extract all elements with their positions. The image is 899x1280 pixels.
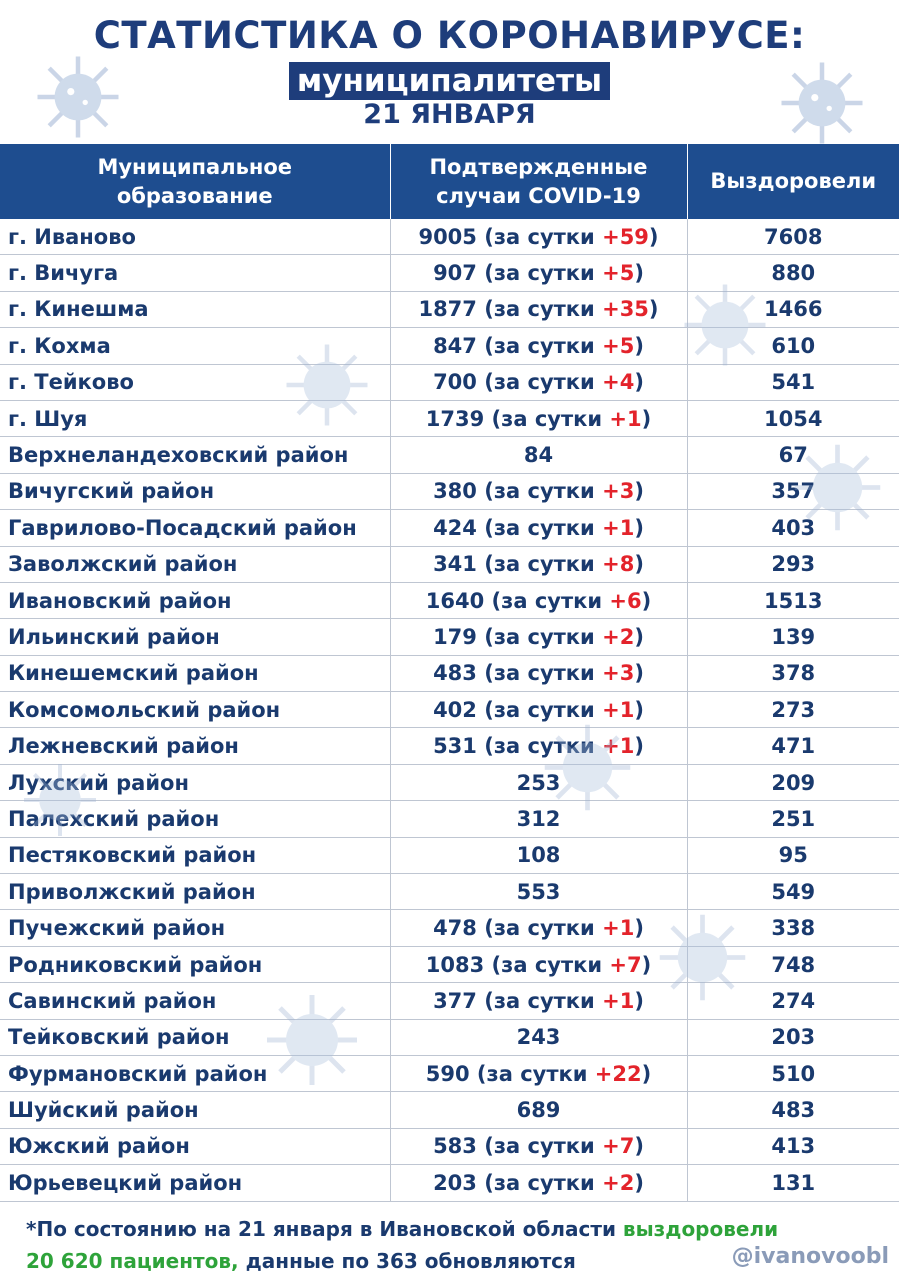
- recovered-count: 413: [687, 1128, 899, 1164]
- recovered-count: 880: [687, 255, 899, 291]
- social-handle: @ivanovoobl: [731, 1244, 889, 1269]
- confirmed-cases: 689: [390, 1092, 687, 1128]
- recovered-count: 251: [687, 801, 899, 837]
- confirmed-cases: 377 (за сутки +1): [390, 983, 687, 1019]
- recovered-count: 1054: [687, 400, 899, 436]
- daily-increase: +6: [609, 588, 642, 613]
- table-row: [0, 1165, 899, 1201]
- municipality-name: Ильинский район: [0, 619, 390, 655]
- recovered-count: 483: [687, 1092, 899, 1128]
- table-row: [0, 582, 899, 618]
- confirmed-cases: 108: [390, 837, 687, 873]
- municipality-name: Тейковский район: [0, 1019, 390, 1055]
- recovered-count: 273: [687, 692, 899, 728]
- municipality-name: Лухский район: [0, 764, 390, 800]
- table-row: [0, 546, 899, 582]
- recovered-count: 748: [687, 946, 899, 982]
- municipality-name: г. Кинешма: [0, 291, 390, 327]
- daily-increase: +59: [602, 224, 649, 249]
- daily-increase: +8: [602, 552, 635, 577]
- municipality-name: г. Кохма: [0, 328, 390, 364]
- page-date: 21 ЯНВАРЯ: [363, 99, 536, 130]
- municipality-name: Родниковский район: [0, 946, 390, 982]
- recovered-count: 1466: [687, 291, 899, 327]
- daily-increase: +5: [602, 333, 635, 358]
- table-row: [0, 437, 899, 473]
- footer-note: *По состоянию на 21 января в Ивановской области выздоровели 20 620 пациентов, данные по 363 обновляются: [26, 1217, 779, 1273]
- recovered-count: 541: [687, 364, 899, 400]
- confirmed-cases: 553: [390, 874, 687, 910]
- table-row: [0, 510, 899, 546]
- municipality-name: Пестяковский район: [0, 837, 390, 873]
- table-row: [0, 910, 899, 946]
- municipality-name: Савинский район: [0, 983, 390, 1019]
- recovered-count: 510: [687, 1055, 899, 1091]
- confirmed-cases: 1739 (за сутки +1): [390, 400, 687, 436]
- daily-increase: +1: [602, 515, 635, 540]
- confirmed-cases: 380 (за сутки +3): [390, 473, 687, 509]
- confirmed-cases: 9005 (за сутки +59): [390, 219, 687, 255]
- daily-increase: +22: [594, 1061, 642, 1086]
- column-header-recovered: Выздоровели: [687, 144, 899, 219]
- table-row: [0, 692, 899, 728]
- municipality-name: Пучежский район: [0, 910, 390, 946]
- confirmed-cases: 179 (за сутки +2): [390, 619, 687, 655]
- recovered-count: 95: [687, 837, 899, 873]
- daily-increase: +1: [602, 988, 635, 1013]
- confirmed-cases: 1640 (за сутки +6): [390, 582, 687, 618]
- recovered-count: 131: [687, 1165, 899, 1201]
- daily-increase: +1: [602, 916, 635, 941]
- virus-icon: [655, 910, 750, 1005]
- municipality-name: Лежневский район: [0, 728, 390, 764]
- confirmed-cases: 402 (за сутки +1): [390, 692, 687, 728]
- municipality-name: Юрьевецкий район: [0, 1165, 390, 1201]
- confirmed-cases: 700 (за сутки +4): [390, 364, 687, 400]
- table-row: [0, 219, 899, 255]
- table-row: [0, 619, 899, 655]
- confirmed-cases: 84: [390, 437, 687, 473]
- confirmed-cases: 341 (за сутки +8): [390, 546, 687, 582]
- table-row: [0, 400, 899, 436]
- municipality-name: Комсомольский район: [0, 692, 390, 728]
- table-row: [0, 764, 899, 800]
- confirmed-cases: 243: [390, 1019, 687, 1055]
- confirmed-cases: 1083 (за сутки +7): [390, 946, 687, 982]
- daily-increase: +7: [609, 952, 642, 977]
- municipality-name: г. Иваново: [0, 219, 390, 255]
- daily-increase: +7: [602, 1134, 635, 1159]
- table-row: [0, 946, 899, 982]
- confirmed-cases: 531 (за сутки +1): [390, 728, 687, 764]
- municipality-name: г. Тейково: [0, 364, 390, 400]
- table-row: [0, 983, 899, 1019]
- daily-increase: +3: [602, 661, 635, 686]
- table-row: [0, 728, 899, 764]
- daily-increase: +1: [602, 734, 635, 759]
- table-row: [0, 1092, 899, 1128]
- municipality-name: г. Шуя: [0, 400, 390, 436]
- confirmed-cases: 312: [390, 801, 687, 837]
- municipality-name: Заволжский район: [0, 546, 390, 582]
- table-row: [0, 655, 899, 691]
- municipality-name: Приволжский район: [0, 874, 390, 910]
- municipality-name: г. Вичуга: [0, 255, 390, 291]
- recovered-count: 1513: [687, 582, 899, 618]
- confirmed-cases: 1877 (за сутки +35): [390, 291, 687, 327]
- column-header-cases: Подтвержденные случаи COVID-19: [390, 144, 687, 219]
- municipality-name: Верхнеландеховский район: [0, 437, 390, 473]
- recovered-count: 338: [687, 910, 899, 946]
- municipality-name: Южский район: [0, 1128, 390, 1164]
- recovered-count: 610: [687, 328, 899, 364]
- table-row: [0, 801, 899, 837]
- confirmed-cases: 253: [390, 764, 687, 800]
- table-row: [0, 1128, 899, 1164]
- confirmed-cases: 907 (за сутки +5): [390, 255, 687, 291]
- daily-increase: +2: [602, 1170, 635, 1195]
- municipality-name: Вичугский район: [0, 473, 390, 509]
- virus-icon: [20, 760, 100, 840]
- daily-increase: +5: [602, 261, 635, 286]
- recovered-count: 357: [687, 473, 899, 509]
- virus-icon: [680, 280, 770, 370]
- daily-increase: +1: [602, 697, 635, 722]
- confirmed-cases: 483 (за сутки +3): [390, 655, 687, 691]
- confirmed-cases: 590 (за сутки +22): [390, 1055, 687, 1091]
- municipality-name: Палехский район: [0, 801, 390, 837]
- confirmed-cases: 847 (за сутки +5): [390, 328, 687, 364]
- recovered-count: 471: [687, 728, 899, 764]
- daily-increase: +2: [602, 624, 635, 649]
- confirmed-cases: 424 (за сутки +1): [390, 510, 687, 546]
- table-row: [0, 837, 899, 873]
- daily-increase: +4: [602, 370, 635, 395]
- virus-icon: [790, 440, 885, 535]
- table-row: [0, 473, 899, 509]
- municipality-name: Шуйский район: [0, 1092, 390, 1128]
- page-title: СТАТИСТИКА О КОРОНАВИРУСЕ:: [93, 14, 806, 57]
- virus-icon: [540, 720, 635, 815]
- recovered-count: 203: [687, 1019, 899, 1055]
- confirmed-cases: 478 (за сутки +1): [390, 910, 687, 946]
- recovered-count: 67: [687, 437, 899, 473]
- recovered-count: 7608: [687, 219, 899, 255]
- table-row: [0, 1055, 899, 1091]
- recovered-count: 139: [687, 619, 899, 655]
- virus-icon: [282, 340, 372, 430]
- confirmed-cases: 203 (за сутки +2): [390, 1165, 687, 1201]
- municipality-name: Кинешемский район: [0, 655, 390, 691]
- municipality-name: Гаврилово-Посадский район: [0, 510, 390, 546]
- recovered-count: 549: [687, 874, 899, 910]
- recovered-count: 274: [687, 983, 899, 1019]
- municipality-name: Ивановский район: [0, 582, 390, 618]
- daily-increase: +35: [602, 297, 649, 322]
- table-row: [0, 874, 899, 910]
- column-header-municipality: Муниципальное образование: [0, 144, 390, 219]
- table-row: [0, 1019, 899, 1055]
- daily-increase: +1: [609, 406, 642, 431]
- recovered-count: 403: [687, 510, 899, 546]
- daily-increase: +3: [602, 479, 635, 504]
- municipality-name: Фурмановский район: [0, 1055, 390, 1091]
- recovered-count: 378: [687, 655, 899, 691]
- recovered-count: 293: [687, 546, 899, 582]
- virus-icon: [262, 990, 362, 1090]
- page-subtitle: муниципалитеты: [289, 62, 610, 100]
- recovered-count: 209: [687, 764, 899, 800]
- confirmed-cases: 583 (за сутки +7): [390, 1128, 687, 1164]
